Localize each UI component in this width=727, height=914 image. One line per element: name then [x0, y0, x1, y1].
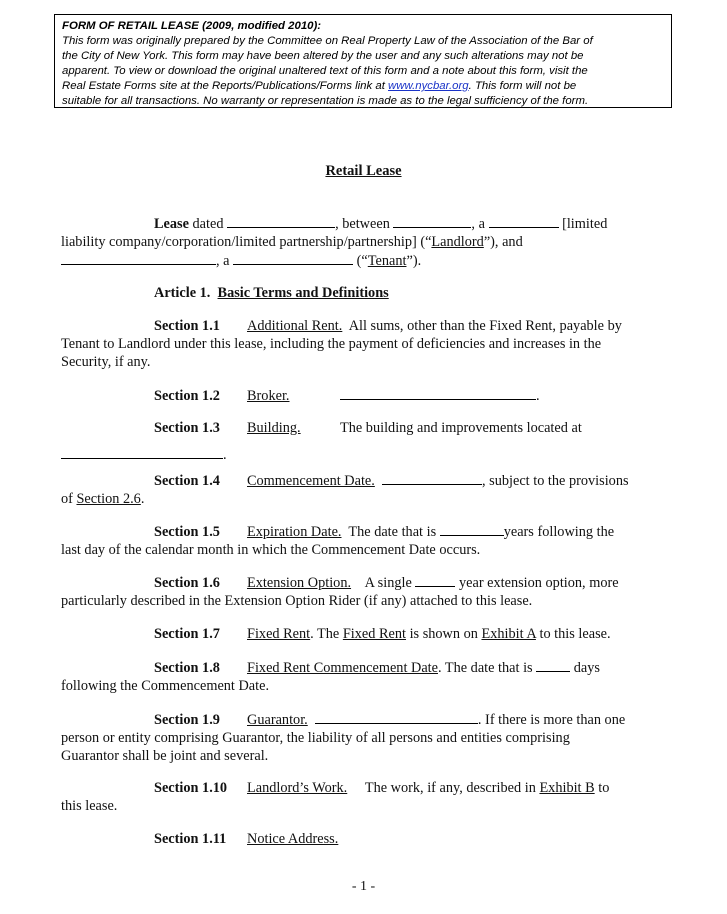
notice-title: FORM OF RETAIL LEASE (2009, modified 2010):: [62, 20, 322, 32]
intro-paragraph: Lease dated , between , a [limited liability company/corporation/limited partnership/partnership] (“Landlord”), and , a (“Tenant”).: [61, 216, 608, 269]
section-1-4: Section 1.4 Commencement Date. , subject to the provisions of Section 2.6.: [61, 473, 629, 507]
article-title: Basic Terms and Definitions: [217, 285, 389, 301]
section-1-3: Section 1.3 Building. The building and improvements located at .: [61, 419, 661, 464]
section-1-5: Section 1.5 Expiration Date. The date that is years following the last day of the calendar month in which the Commencement Date occurs.: [61, 524, 615, 558]
broker-blank: [340, 386, 536, 400]
landlord-term: Landlord: [431, 234, 484, 250]
notice-line: . This form will not be: [468, 80, 577, 92]
section-1-6: Section 1.6 Extension Option. A single year extension option, more particularly described in the Extension Option Rider (if any) attached to this lease.: [61, 575, 619, 609]
building-address-blank: [61, 445, 223, 459]
extension-years-blank: [415, 573, 455, 587]
exhibit-a-ref[interactable]: Exhibit A: [481, 626, 536, 642]
notice-line: Real Estate Forms site at the Reports/Publications/Forms link at: [62, 80, 389, 92]
article-heading: Article 1. Basic Terms and Definitions: [154, 285, 389, 301]
tenant-entity-blank: [233, 251, 353, 265]
commencement-date-blank: [382, 471, 482, 485]
section-1-9: Section 1.9 Guarantor. . If there is more than one person or entity comprising Guarantor, the liability of all persons and entities comprising Guarantor shall be joint and several.: [61, 712, 626, 764]
years-blank: [440, 522, 504, 536]
nycbar-link[interactable]: www.nycbar.org: [388, 80, 469, 92]
section-2-6-ref[interactable]: Section 2.6: [76, 491, 141, 507]
section-1-1: Section 1.1 Additional Rent. All sums, other than the Fixed Rent, payable by Tenant to Landlord under this lease, including the payment of deficiencies and increases in the Security, if any.: [61, 318, 622, 370]
notice-line: suitable for all transactions. No warranty or representation is made as to the legal sufficiency of the form.: [62, 95, 589, 107]
section-1-2: Section 1.2 Broker. .: [154, 388, 540, 404]
notice-line: apparent. To view or download the original unaltered text of this form and a note about this form, visit the: [62, 65, 588, 77]
section-1-7: Section 1.7 Fixed Rent. The Fixed Rent is shown on Exhibit A to this lease.: [154, 626, 611, 642]
page-title: Retail Lease: [325, 163, 402, 179]
lease-word: Lease: [154, 216, 189, 232]
landlord-name-blank: [393, 214, 471, 228]
notice-line: the City of New York. This form may have been altered by the user and any such alterations may not be: [62, 50, 584, 62]
section-1-10: Section 1.10 Landlord’s Work. The work, if any, described in Exhibit B to this lease.: [61, 780, 610, 814]
page-number: - 1 -: [351, 879, 376, 894]
exhibit-b-ref[interactable]: Exhibit B: [539, 780, 595, 796]
notice-line: This form was originally prepared by the Committee on Real Property Law of the Association of the Bar of: [62, 35, 593, 47]
section-1-8: Section 1.8 Fixed Rent Commencement Date. The date that is days following the Commencement Date.: [61, 660, 600, 694]
form-notice-box: [54, 14, 672, 108]
guarantor-blank: [315, 710, 478, 724]
tenant-name-blank: [61, 251, 216, 265]
landlord-entity-blank: [489, 214, 559, 228]
section-1-11: Section 1.11 Notice Address.: [154, 831, 339, 847]
date-blank: [227, 214, 335, 228]
tenant-term: Tenant: [367, 253, 407, 269]
days-blank: [536, 658, 570, 672]
